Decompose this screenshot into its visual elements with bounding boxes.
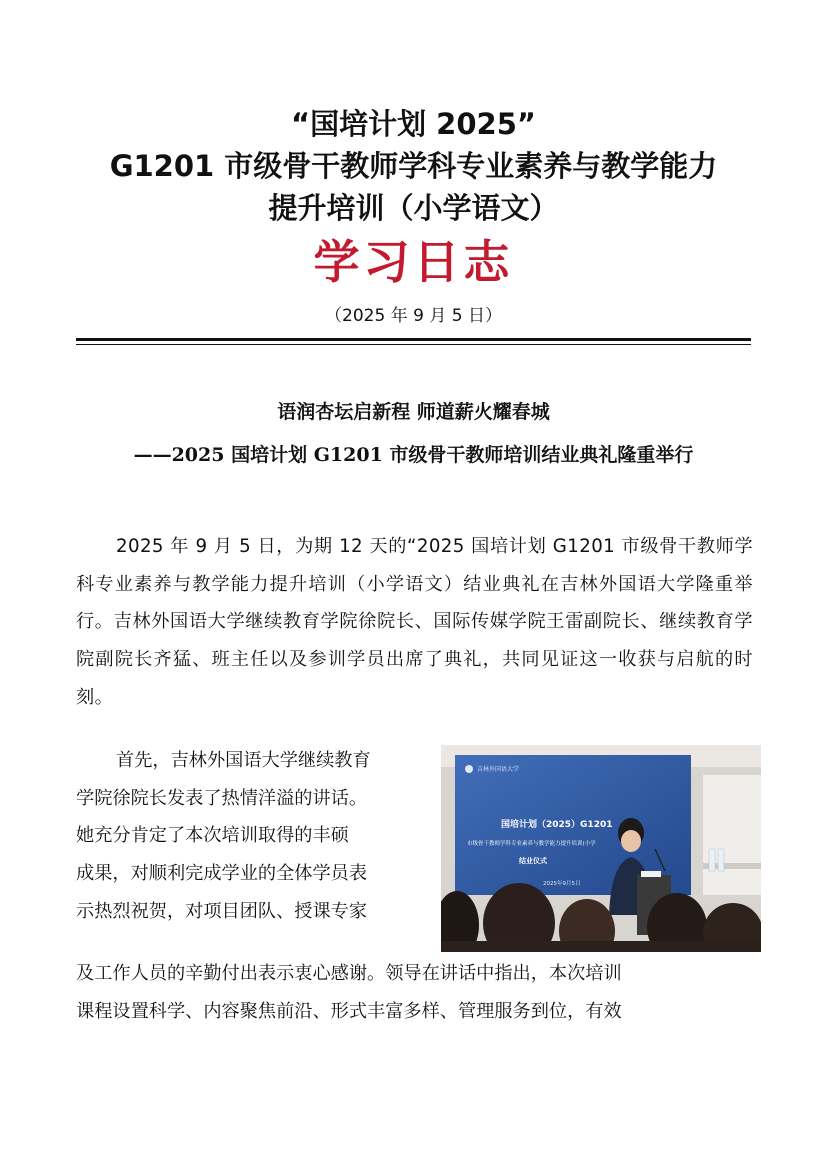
photo-screen-line3: 结业仪式: [519, 857, 547, 865]
article-paragraph-2-continued: [76, 955, 753, 1030]
paragraph-line: 她充分肯定了本次培训取得的丰硕: [76, 825, 349, 847]
header-divider-thick: [76, 338, 751, 341]
paragraph-line: 首先，吉林外国语大学继续教育: [116, 750, 371, 771]
photo-screen-line2: 市级骨干教师学科专业素养与教学能力提升培训(小学: [467, 841, 596, 847]
photo-screen-date: 2025年9月5日: [543, 881, 581, 887]
ceremony-photo: [441, 745, 761, 952]
photo-logo-text: 吉林外国语大学: [477, 766, 520, 773]
article-paragraph-2-wrapped: [76, 742, 432, 931]
paragraph-line: 学院徐院长发表了热情洋溢的讲话。: [76, 787, 368, 809]
journal-title: 学习日志: [313, 235, 514, 289]
header-divider-thin: [76, 344, 751, 345]
header-program-title: “国培计划 2025”: [291, 107, 536, 141]
paragraph-line: 及工作人员的辛勤付出表示衷心感谢。领导在讲话中指出，本次培训: [76, 963, 622, 984]
article-subtitle: ——2025 国培计划 G1201 市级骨干教师培训结业典礼隆重举行: [133, 444, 694, 466]
photo-screen-line1: 国培计划（2025）G1201: [501, 820, 613, 830]
header-course-subtitle: 提升培训（小学语文）: [268, 191, 559, 225]
article-title: 语润杏坛启新程 师道薪火耀春城: [277, 401, 550, 423]
article-paragraph-1: 2025 年 9 月 5 日，为期 12 天的“2025 国培计划 G1201 市级骨干教师学科专业素养与教学能力提升培训（小学语文）结业典礼在吉林外国语大学隆重举行。吉林外国语大学继续教育学院徐院长、国际传媒学院王雷副院长、继续教育学院副院长齐猛、班主任以及参训学员出席了典礼，共同见证这一收获与启航的时刻。: [76, 536, 753, 708]
journal-date: （2025 年 9 月 5 日）: [325, 306, 502, 326]
header-course-title: G1201 市级骨干教师学科专业素养与教学能力: [109, 149, 718, 183]
paragraph-line: 课程设置科学、内容聚焦前沿、形式丰富多样、管理服务到位，有效: [76, 1000, 622, 1022]
paragraph-line: 成果，对顺利完成学业的全体学员表: [76, 863, 368, 885]
paragraph-line: 示热烈祝贺，对项目团队、授课专家: [76, 900, 368, 922]
